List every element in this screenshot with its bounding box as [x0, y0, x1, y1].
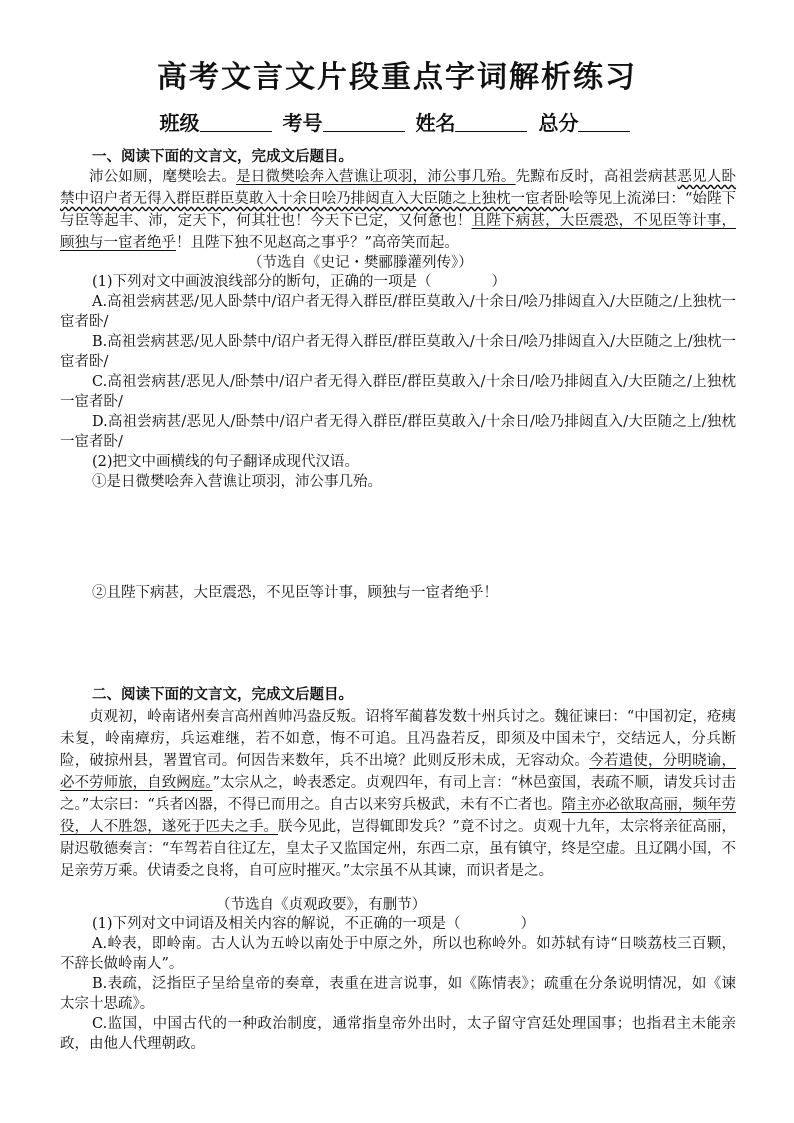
option-a: A.岭表，即岭南。古人认为五岭以南处于中原之外，所以也称岭外。如苏轼有诗“日啖荔枝三百颗，不辞长做岭南人”。 [60, 936, 736, 972]
option-a: A.高祖尝病甚恶/见人卧禁中/诏户者无得入群臣/群臣莫敢入/十余日/哙乃排闼直入/大臣随之/上独枕一宦者卧/ [60, 294, 736, 330]
passage-text: 先黥布反时，高祖尝病甚 [515, 169, 678, 185]
section-1-passage [60, 166, 736, 254]
section-2-passage [60, 706, 736, 882]
name-blank [455, 111, 527, 132]
option-c: C.高祖尝病甚/恶见人/卧禁中/诏户者无得入群臣/群臣莫敢入/十余日/哙乃排闼直入/大臣随之/上独枕一宦者卧/ [60, 374, 736, 410]
question-text: (1)下列对文中画波浪线部分的断句，正确的一项是（ [92, 274, 432, 290]
passage-source: （节选自《史记・樊郦滕灌列传》） [248, 255, 473, 271]
wavy-underlined-text: 恶见人卧禁中诏户者无得入群臣群臣莫敢入十余日哙乃排闼直入大臣随之上独枕一宦者卧 [60, 169, 737, 207]
option-c: C.监国，中国古代的一种政治制度，通常指皇帝外出时，太子留守宫廷处理国事；也指君主未能亲政，由他人代理朝政。 [60, 1016, 736, 1052]
score-blank [578, 111, 630, 132]
option-b: B.表疏，泛指臣子呈给皇帝的奏章，表重在进言说事，如《陈情表》；疏重在分条说明情况，如《谏太宗十思疏》。 [60, 976, 736, 1012]
question-1-1 [60, 272, 736, 492]
passage-text: 沛公如厕，麾樊哙去。 [89, 169, 237, 185]
passage-text: 贞观初，岭南诸州奏言高州酋帅冯盎反叛。诏将军蔺暮发数十州兵讨之。魏征谏曰：“中国初定，疮痍未复，岭南瘴疠，兵运难继，若不如意，悔不可追。且冯盎若反，即须及中国未宁，交结远人，分兵断险，破掠州县，署置官司。何因告来数年，兵不出境？此则反形未成，无容动众。 [60, 709, 736, 769]
underlined-sentence-2: 且陛下病甚，大臣震恐，不见臣等计事，顾独与一宦者绝乎 [60, 213, 737, 251]
class-label: 班级 [159, 111, 200, 135]
passage-text: 哙等见上流涕曰：“始陛下与臣等起丰、沛，定天下，何其壮也！今天下已定，又何惫也！ [60, 191, 736, 229]
passage-text: ！且陛下独不见赵高之事乎？”高帝笑而起。 [176, 235, 459, 251]
section-1-heading: 一、阅读下面的文言文，完成文后题目。 [92, 148, 353, 165]
score-label: 总分 [538, 111, 579, 135]
question-text: ） [491, 274, 507, 290]
passage-source: （节选自《贞观政要》，有删节） [216, 897, 427, 913]
page-title: 高考文言文片段重点字词解析练习 [157, 60, 637, 95]
question-2-1 [60, 914, 736, 1054]
exam-no-blank [323, 111, 405, 132]
question-text: (1)下列对文中词语及相关内容的解说，不正确的一项是（ [92, 916, 461, 932]
passage-text: 朕今见此，岂得辄即发兵？”竟不讨之。贞观十九年，太宗将亲征高丽，尉迟敬德奏言：“车驾若自往辽左，皇太子又监国定州，东西二京，虽有镇守，终是空虚。且辽隅小国，不足亲劳万乘。伏请委之良将，自可应时摧灭。”太宗虽不从其谏，而识者是之。 [60, 819, 736, 879]
question-text: ） [520, 916, 536, 932]
question-stem [60, 914, 736, 934]
underlined-sentence-2: 隋主亦必欲取高丽，频年劳役，人不胜怨，遂死于匹夫之手。 [60, 797, 737, 835]
student-info-line [0, 108, 794, 138]
question-stem [60, 272, 736, 292]
question-2-sub-2: ②且陛下病甚，大臣震恐，不见臣等计事，顾独与一宦者绝乎！ [92, 585, 498, 601]
exam-no-label: 考号 [282, 111, 323, 135]
option-d: D.高祖尝病甚/恶见人/卧禁中/诏户者无得入群臣/群臣莫敢入/十余日/哙乃排闼直入/大臣随之上/独枕一宦者卧/ [60, 414, 736, 450]
section-2-heading: 二、阅读下面的文言文，完成文后题目。 [92, 686, 353, 703]
option-b: B.高祖尝病甚恶/见人卧禁中/诏户者无得入群臣/群臣莫敢入/十余日/哙乃排闼直入/大臣随之上/独枕一宦者卧/ [60, 334, 736, 370]
question-2-stem: (2)把文中画横线的句子翻译成现代汉语。 [92, 454, 360, 470]
underlined-sentence-1: 是日微樊哙奔入营谯让项羽，沛公事几殆。 [236, 169, 516, 185]
name-label: 姓名 [415, 111, 456, 135]
passage-text: ”太宗从之，岭表悉定。贞观四年，有司上言：“林邑蛮国，表疏不顺，请发兵讨击之。”太宗曰：“兵者凶器，不得已而用之。自古以来穷兵极武，未有不亡者也。 [60, 775, 737, 813]
passage-paragraph [60, 706, 736, 882]
question-2-sub-1: ①是日微樊哙奔入营谯让项羽，沛公事几殆。 [92, 474, 382, 490]
class-blank [200, 111, 272, 132]
underlined-sentence-1: 今若遣使，分明晓谕，必不劳师旅，自致阙庭。 [60, 753, 737, 791]
passage-paragraph [60, 166, 736, 254]
